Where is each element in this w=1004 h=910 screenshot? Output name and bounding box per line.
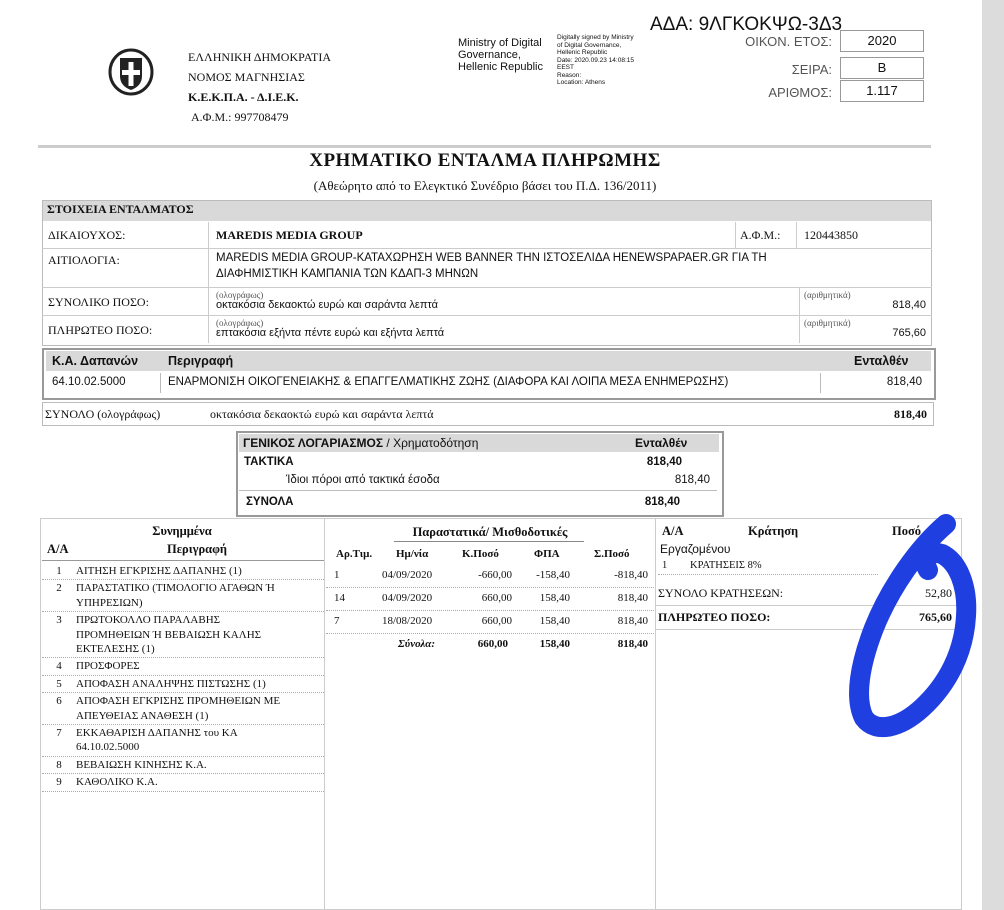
republic-label: ΕΛΛΗΝΙΚΗ ΔΗΜΟΚΡΑΤΙΑ <box>188 50 332 64</box>
vouchers-header <box>326 548 654 564</box>
attachments-title: Συνημμένα <box>152 524 212 538</box>
reason-label: ΑΙΤΙΟΛΟΓΙΑ: <box>48 253 120 267</box>
attachment-line: ΕΚΤΕΛΕΣΗΣ (1) <box>76 643 155 656</box>
list-item <box>42 774 324 791</box>
voucher-date: 04/09/2020 <box>382 569 433 581</box>
payable-amount-words: επτακόσια εξήντα πέντε ευρώ και εξήντα λεπτά <box>216 327 445 339</box>
attachment-number: 2 <box>56 582 62 595</box>
vouchers-col-net: Κ.Ποσό <box>462 548 499 560</box>
expense-code: 64.10.02.5000 <box>52 376 126 388</box>
greek-emblem-icon <box>108 48 154 96</box>
list-item <box>42 563 324 580</box>
table-row <box>326 588 654 611</box>
voucher-total: 818,40 <box>617 615 648 627</box>
payable-amount-label: ΠΛΗΡΩΤΕΟ ΠΟΣΟ: <box>48 323 153 337</box>
page-subtitle: (Αθεώρητο από το Ελεγκτικό Συνέδριο βάσει του Π.Δ. 136/2011) <box>313 178 657 193</box>
cell-divider <box>799 288 800 315</box>
sig-line-3: Hellenic Republic <box>557 49 608 56</box>
attachment-number: 4 <box>56 660 62 673</box>
vouchers-rows <box>326 565 654 656</box>
attachment-number: 8 <box>56 758 62 771</box>
attachment-desc <box>76 758 207 772</box>
list-item <box>42 580 324 612</box>
attachment-line: ΑΠΕΥΘΕΙΑΣ ΑΝΑΘΕΣΗ (1) <box>76 709 209 722</box>
cell-divider <box>796 222 797 248</box>
ledger-totals-label: ΣΥΝΟΛΑ <box>246 496 294 508</box>
ledger-col-amount: Ενταλθέν <box>635 436 688 450</box>
cell-divider <box>208 249 209 287</box>
voucher-net: -660,00 <box>478 569 512 581</box>
ministry-line-1: Ministry of Digital <box>458 37 542 49</box>
sig-line-6: Reason: <box>557 71 582 79</box>
list-item <box>42 693 324 725</box>
scrollbar[interactable] <box>982 0 1004 910</box>
vouchers-title: Παραστατικά/ Μισθοδοτικές <box>412 525 568 539</box>
withholdings-payable-label: ΠΛΗΡΩΤΕΟ ΠΟΣΟ: <box>658 610 771 624</box>
total-amount-row <box>42 288 932 316</box>
vouchers-totals-label: Σύνολα: <box>398 638 436 650</box>
expense-table-header <box>46 351 931 371</box>
ledger-group-amount: 818,40 <box>646 456 682 468</box>
withholding-number: 1 <box>662 560 668 571</box>
vouchers-col-date: Ημ/νία <box>396 548 429 560</box>
series-value: Β <box>840 57 924 79</box>
withholdings-col-amount: Ποσό <box>892 524 922 538</box>
details-section-title: ΣΤΟΙΧΕΙΑ ΕΝΤΑΛΜΑΤΟΣ <box>43 201 931 221</box>
total-numeric-hint: (αριθμητικά) <box>804 290 851 300</box>
ministry-line-2: Governance, <box>458 49 521 61</box>
voucher-vat: 158,40 <box>539 592 570 604</box>
attachment-number: 5 <box>56 677 62 690</box>
sum-words-row <box>42 402 934 426</box>
attachment-line: ΑΠΟΦΑΣΗ ΕΓΚΡΙΣΗΣ ΠΡΟΜΗΘΕΙΩΝ ΜΕ <box>76 695 281 708</box>
attachment-line: ΑΙΤΗΣΗ ΕΓΚΡΙΣΗΣ ΔΑΠΑΝΗΣ (1) <box>76 565 242 577</box>
ledger-group: ΤΑΚΤΙΚΑ <box>244 456 294 468</box>
ledger-source-amount: 818,40 <box>674 474 710 486</box>
attachment-line: ΠΡΩΤΟΚΟΛΛΟ ΠΑΡΑΛΑΒΗΣ <box>76 614 221 627</box>
total-amount-value: 818,40 <box>892 299 926 311</box>
ledger-header-label <box>243 436 478 450</box>
cell-divider <box>735 222 736 248</box>
reason-row <box>42 249 932 288</box>
sum-words-value: 818,40 <box>894 407 927 421</box>
page-title: ΧΡΗΜΑΤΙΚΟ ΕΝΤΑΛΜΑ ΠΛΗΡΩΜΗΣ <box>309 150 661 171</box>
voucher-total: -818,40 <box>614 569 648 581</box>
issuer-afm: Α.Φ.Μ.: 997708479 <box>191 110 289 124</box>
year-value: 2020 <box>840 30 924 52</box>
bottom-col-divider <box>655 518 656 910</box>
expense-col-desc: Περιγραφή <box>168 354 234 368</box>
expense-desc: ΕΝΑΡΜΟΝΙΣΗ ΟΙΚΟΓΕΝΕΙΑΚΗΣ & ΕΠΑΓΓΕΛΜΑΤΙΚΗΣ ΖΩΗΣ (ΔΙΑΦΟΡΑ ΚΑΙ ΛΟΙΠΑ ΜΕΣΑ ΕΝΗΜΕΡΩΣΗΣ) <box>168 376 729 388</box>
withholding-label: ΚΡΑΤΗΣΕΙΣ 8% <box>690 560 762 571</box>
vouchers-col-total: Σ.Ποσό <box>594 548 630 560</box>
org-label: Κ.Ε.Κ.Π.Α. - Δ.Ι.Ε.Κ. <box>188 90 299 104</box>
voucher-net: 660,00 <box>481 592 512 604</box>
ledger-col-account: ΓΕΝΙΚΟΣ ΛΟΓΑΡΙΑΣΜΟΣ <box>243 436 384 450</box>
cell-divider <box>208 316 209 343</box>
voucher-date: 18/08/2020 <box>382 615 433 627</box>
list-item <box>42 757 324 774</box>
ledger-header <box>239 434 719 452</box>
expense-amount: 818,40 <box>886 376 922 388</box>
reason-line-2: ΔΙΑΦΗΜΙΣΤΙΚΗ ΚΑΜΠΑΝΙΑ ΤΩΝ ΚΔΑΠ-3 ΜΗΝΩΝ <box>216 268 479 280</box>
attachment-desc <box>76 581 275 610</box>
vouchers-totals-net: 660,00 <box>477 638 508 650</box>
table-row <box>326 611 654 634</box>
attachment-line: ΚΑΘΟΛΙΚΟ Κ.Α. <box>76 776 158 789</box>
voucher-net: 660,00 <box>481 615 512 627</box>
voucher-number: 7 <box>334 615 340 627</box>
expense-col-code: Κ.Α. Δαπανών <box>52 354 139 368</box>
cell-divider <box>208 288 209 315</box>
year-label: ΟΙΚΟΝ. ΕΤΟΣ: <box>745 34 832 49</box>
sig-line-2: of Digital Governance, <box>557 41 622 49</box>
payable-amount-value: 765,60 <box>892 327 926 339</box>
vouchers-totals-vat: 158,40 <box>539 638 570 650</box>
withholdings-col-aa: Α/Α <box>662 524 684 538</box>
voucher-vat: -158,40 <box>536 569 570 581</box>
cell-divider <box>799 316 800 343</box>
attachment-line: ΠΑΡΑΣΤΑΤΙΚΟ (ΤΙΜΟΛΟΓΙΟ ΑΓΑΘΩΝ Ή <box>76 582 275 595</box>
beneficiary-label: ΔΙΚΑΙΟΥΧΟΣ: <box>48 228 126 242</box>
cell-divider <box>208 222 209 248</box>
digital-signature-details <box>557 34 634 87</box>
ministry-line-3: Hellenic Republic <box>458 61 543 73</box>
reason-line-1: MAREDIS MEDIA GROUP-ΚΑΤΑΧΩΡΗΣΗ WEB BANNER ΤΗΝ ΙΣΤΟΣΕΛΙΔΑ HENEWSPAPAER.GR ΓΙΑ ΤΗ <box>216 252 767 264</box>
total-amount-words: οκτακόσια δεκαοκτώ ευρώ και σαράντα λεπτά <box>216 299 438 311</box>
attachment-desc <box>76 613 261 656</box>
beneficiary-row <box>42 222 932 249</box>
sum-words-label: ΣΥΝΟΛΟ (ολογράφως) <box>45 407 161 421</box>
payable-numeric-hint: (αριθμητικά) <box>804 318 851 328</box>
cell-divider <box>820 373 821 393</box>
list-item <box>42 676 324 693</box>
sig-line-5: EEST <box>557 64 574 71</box>
attachment-line: ΒΕΒΑΙΩΣΗ ΚΙΝΗΣΗΣ Κ.Α. <box>76 758 207 771</box>
attachment-desc <box>76 564 242 578</box>
issuer-block <box>188 47 331 127</box>
attachment-desc <box>76 726 238 755</box>
withholdings-payable-value: 765,60 <box>919 610 952 624</box>
cell-divider <box>160 373 161 393</box>
attachment-line: ΠΡΟΣΦΟΡΕΣ <box>76 660 140 673</box>
attachments-list <box>42 563 324 792</box>
attachment-desc <box>76 775 158 789</box>
handwritten-blue-mark <box>838 508 990 738</box>
ledger-col-funding: / Χρηματοδότηση <box>383 436 479 450</box>
number-value: 1.117 <box>840 80 924 102</box>
ledger-divider <box>239 490 717 491</box>
list-item <box>42 658 324 675</box>
sig-line-7: Location: Athens <box>557 79 606 86</box>
beneficiary-value: MAREDIS MEDIA GROUP <box>216 228 363 242</box>
attachment-number: 7 <box>56 727 62 740</box>
vouchers-totals-row <box>326 634 654 656</box>
payable-amount-row <box>42 316 932 343</box>
withholdings-total-value: 52,80 <box>925 586 952 600</box>
attachment-number: 9 <box>56 776 62 789</box>
total-words-hint: (ολογράφως) <box>216 290 264 300</box>
voucher-number: 14 <box>334 592 345 604</box>
ledger-totals-amount: 818,40 <box>644 496 680 508</box>
attachments-header-line <box>42 560 324 561</box>
withholdings-total-label: ΣΥΝΟΛΟ ΚΡΑΤΗΣΕΩΝ: <box>658 586 784 600</box>
attachment-number: 1 <box>56 565 62 577</box>
vouchers-totals-total: 818,40 <box>617 638 648 650</box>
voucher-date: 04/09/2020 <box>382 592 433 604</box>
sum-words-text: οκτακόσια δεκαοκτώ ευρώ και σαράντα λεπτά <box>210 407 434 421</box>
ledger-source: Ίδιοι πόροι από τακτικά έσοδα <box>286 474 440 486</box>
voucher-total: 818,40 <box>617 592 648 604</box>
expense-row <box>46 373 931 393</box>
digital-signature-name <box>458 37 543 73</box>
list-item <box>42 725 324 757</box>
attachment-line: ΑΠΟΦΑΣΗ ΑΝΑΛΗΨΗΣ ΠΙΣΤΩΣΗΣ (1) <box>76 677 266 690</box>
attachment-number: 6 <box>56 695 62 708</box>
sig-line-1: Digitally signed by Ministry <box>557 34 634 41</box>
withholdings-col-title: Κράτηση <box>748 524 799 538</box>
bottom-col-divider <box>324 518 325 910</box>
voucher-vat: 158,40 <box>539 615 570 627</box>
attachment-number: 3 <box>56 614 62 627</box>
withholdings-group: Εργαζομένου <box>660 542 731 556</box>
header-divider <box>38 145 931 148</box>
list-item <box>42 612 324 658</box>
attachment-line: 64.10.02.5000 <box>76 741 140 754</box>
attachment-line: ΕΚΚΑΘΑΡΙΣΗ ΔΑΠΑΝΗΣ του ΚΑ <box>76 727 238 740</box>
prefecture-label: ΝΟΜΟΣ ΜΑΓΝΗΣΙΑΣ <box>188 70 305 84</box>
series-label: ΣΕΙΡΑ: <box>791 62 832 77</box>
number-label: ΑΡΙΘΜΟΣ: <box>768 85 832 100</box>
ada-code: ΑΔΑ: 9ΛΓΚΟΚΨΩ-3Δ3 <box>650 14 843 35</box>
voucher-number: 1 <box>334 569 340 581</box>
vouchers-col-number: Αρ.Τιμ. <box>336 548 373 560</box>
vouchers-title-underline <box>394 541 584 542</box>
attachment-line: ΠΡΟΜΗΘΕΙΩΝ Ή ΒΕΒΑΙΩΣΗ ΚΑΛΗΣ <box>76 628 262 641</box>
attachment-desc <box>76 677 266 691</box>
payable-words-hint: (ολογράφως) <box>216 318 264 328</box>
attachment-desc <box>76 694 280 723</box>
attachments-col-aa: Α/Α <box>47 542 69 556</box>
attachment-desc <box>76 659 140 673</box>
total-amount-label: ΣΥΝΟΛΙΚΟ ΠΟΣΟ: <box>48 295 149 309</box>
sig-line-4: Date: 2020.09.23 14:08:15 <box>557 56 634 64</box>
table-row <box>326 565 654 588</box>
beneficiary-afm-label: Α.Φ.Μ.: <box>740 228 781 242</box>
beneficiary-afm-value: 120443850 <box>804 228 858 242</box>
vouchers-col-vat: ΦΠΑ <box>534 548 560 560</box>
expense-col-amount: Ενταλθέν <box>854 354 909 368</box>
attachments-col-desc: Περιγραφή <box>166 542 228 556</box>
attachment-line: ΥΠΗΡΕΣΙΩΝ) <box>76 596 143 609</box>
